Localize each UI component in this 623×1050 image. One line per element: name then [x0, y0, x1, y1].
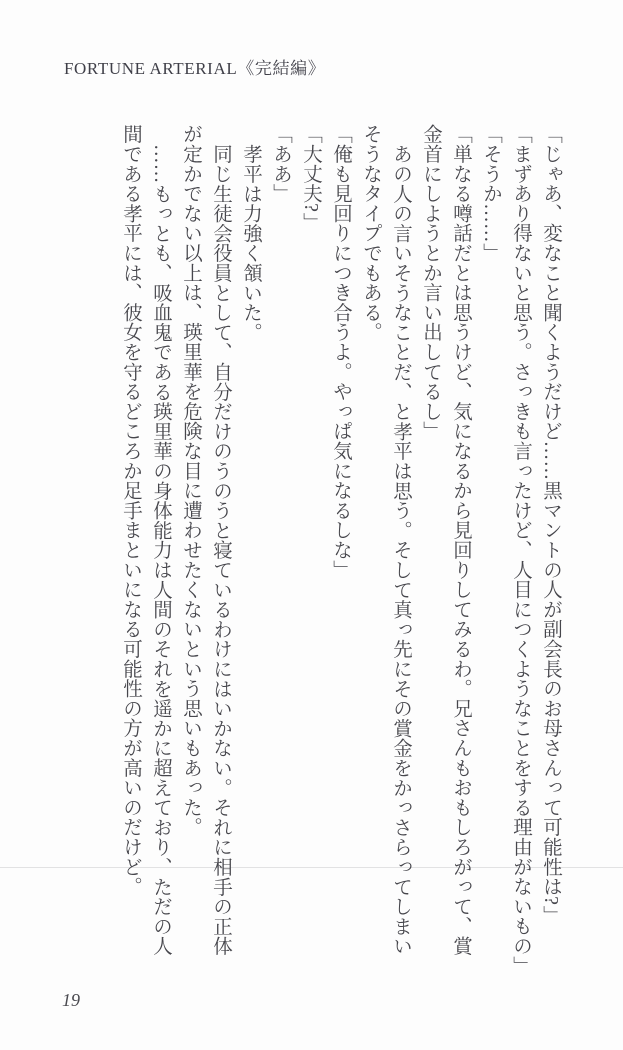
text-line: 「大丈夫?」	[300, 124, 321, 232]
text-line: が定かでない以上は、瑛里華を危険な目に遭わせたくないという思いもあった。	[180, 124, 201, 837]
text-line: 「単なる噂話だとは思うけど、気になるから見回りしてみるわ。兄さんもおもしろがって、賞	[450, 124, 471, 956]
text-line: 金首にしようとか言い出してるし」	[420, 124, 441, 441]
text-line: そうなタイプでもある。	[360, 124, 381, 342]
text-line: ……もっとも、吸血鬼である瑛里華の身体能力は人間のそれを遥かに超えており、ただの人	[150, 143, 171, 956]
running-header: FORTUNE ARTERIAL《完結編》	[64, 59, 326, 78]
text-line: 「じゃあ、変なこと聞くようだけど……黒マントの人が副会長のお母さんって可能性は?」	[540, 124, 561, 925]
text-line: 同じ生徒会役員として、自分だけのうのうと寝ているわけにはいかない。それに相手の正体	[210, 143, 231, 956]
text-line: 孝平は力強く頷いた。	[240, 143, 261, 342]
text-line: 「ああ」	[270, 124, 291, 204]
text-line: 「俺も見回りにつき合うよ。やっぱ気になるしな」	[330, 124, 351, 580]
page-number: 19	[62, 990, 80, 1010]
text-block	[115, 124, 565, 976]
scan-artifact-line	[0, 867, 623, 868]
text-line: 間である孝平には、彼女を守るどころか足手まといになる可能性の方が高いのだけど。	[120, 124, 141, 897]
text-line: あの人の言いそうなことだ、と孝平は思う。そして真っ先にその賞金をかっさらってしまい	[390, 143, 411, 956]
text-line: 「まずあり得ないと思う。さっきも言ったけど、人目につくようなことをする理由がないもの」	[510, 124, 531, 976]
text-line: 「そうか……」	[480, 124, 501, 263]
